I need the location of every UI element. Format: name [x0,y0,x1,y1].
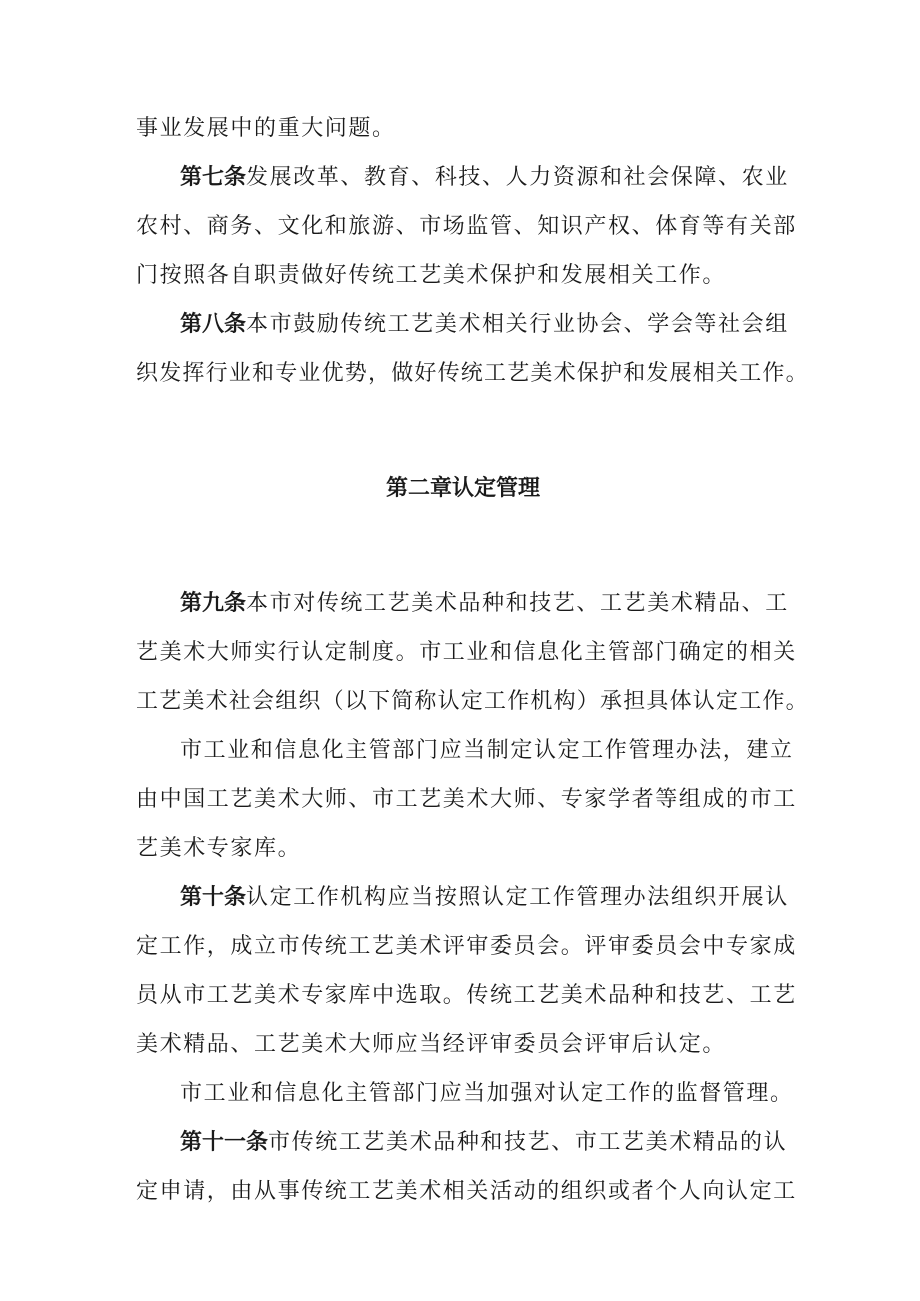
line-text: 美术精品、工艺美术大师应当经评审委员会评审后认定。 [136,1032,727,1057]
text-line [136,628,797,677]
article-7-first-line [136,153,790,202]
line-text: 由中国工艺美术大师、市工艺美术大师、专家学者等组成的市工 [136,787,797,812]
article-9-first-line [136,579,790,628]
document-body [136,104,809,1216]
line-text: 本市鼓励传统工艺美术相关行业协会、学会等社会组 [246,312,789,337]
text-line [136,1020,790,1069]
text-line [136,775,797,824]
text-line [136,104,790,153]
text-line [136,202,797,251]
line-text: 织发挥行业和专业优势，做好传统工艺美术保护和发展相关工作。 [136,361,809,386]
text-line [136,251,790,300]
chapter-title: 第二章认定管理 [385,476,540,501]
line-text: 定工作，成立市传统工艺美术评审委员会。评审委员会中专家成 [136,934,797,959]
article-heading: 第九条 [180,591,247,616]
text-line [136,971,797,1020]
line-text: 市工业和信息化主管部门应当制定认定工作管理办法，建立 [180,738,794,763]
article-heading: 第十条 [180,885,247,910]
text-line [136,1167,797,1216]
line-text: 农村、商务、文化和旅游、市场监管、知识产权、体育等有关部 [136,214,797,239]
article-heading: 第七条 [180,165,247,190]
text-line [136,824,790,873]
line-text: 认定工作机构应当按照认定工作管理办法组织开展认 [246,885,789,910]
text-line [136,922,797,971]
paragraph-first-line [136,1069,794,1118]
line-text: 发展改革、教育、科技、人力资源和社会保障、农业 [246,165,789,190]
line-text: 艺美术大师实行认定制度。市工业和信息化主管部门确定的相关 [136,640,797,665]
article-heading: 第八条 [180,312,247,337]
line-text: 事业发展中的重大问题。 [136,116,396,141]
text-line [136,677,809,726]
line-text: 市传统工艺美术品种和技艺、市工艺美术精品的认 [268,1130,788,1155]
line-text: 定申请，由从事传统工艺美术相关活动的组织或者个人向认定工 [136,1179,797,1204]
line-text: 工艺美术社会组织（以下简称认定工作机构）承担具体认定工作。 [136,689,809,714]
line-text: 艺美术专家库。 [136,836,302,861]
article-11-first-line [136,1118,790,1167]
article-8-first-line [136,300,790,349]
line-text: 市工业和信息化主管部门应当加强对认定工作的监督管理。 [180,1081,794,1106]
line-text: 本市对传统工艺美术品种和技艺、工艺美术精品、工 [246,591,789,616]
line-text: 员从市工艺美术专家库中选取。传统工艺美术品种和技艺、工艺 [136,983,797,1008]
article-10-first-line [136,873,790,922]
article-heading: 第十一条 [180,1130,269,1155]
text-line [136,349,809,398]
paragraph-first-line [136,726,794,775]
line-text: 门按照各自职责做好传统工艺美术保护和发展相关工作。 [136,263,727,288]
